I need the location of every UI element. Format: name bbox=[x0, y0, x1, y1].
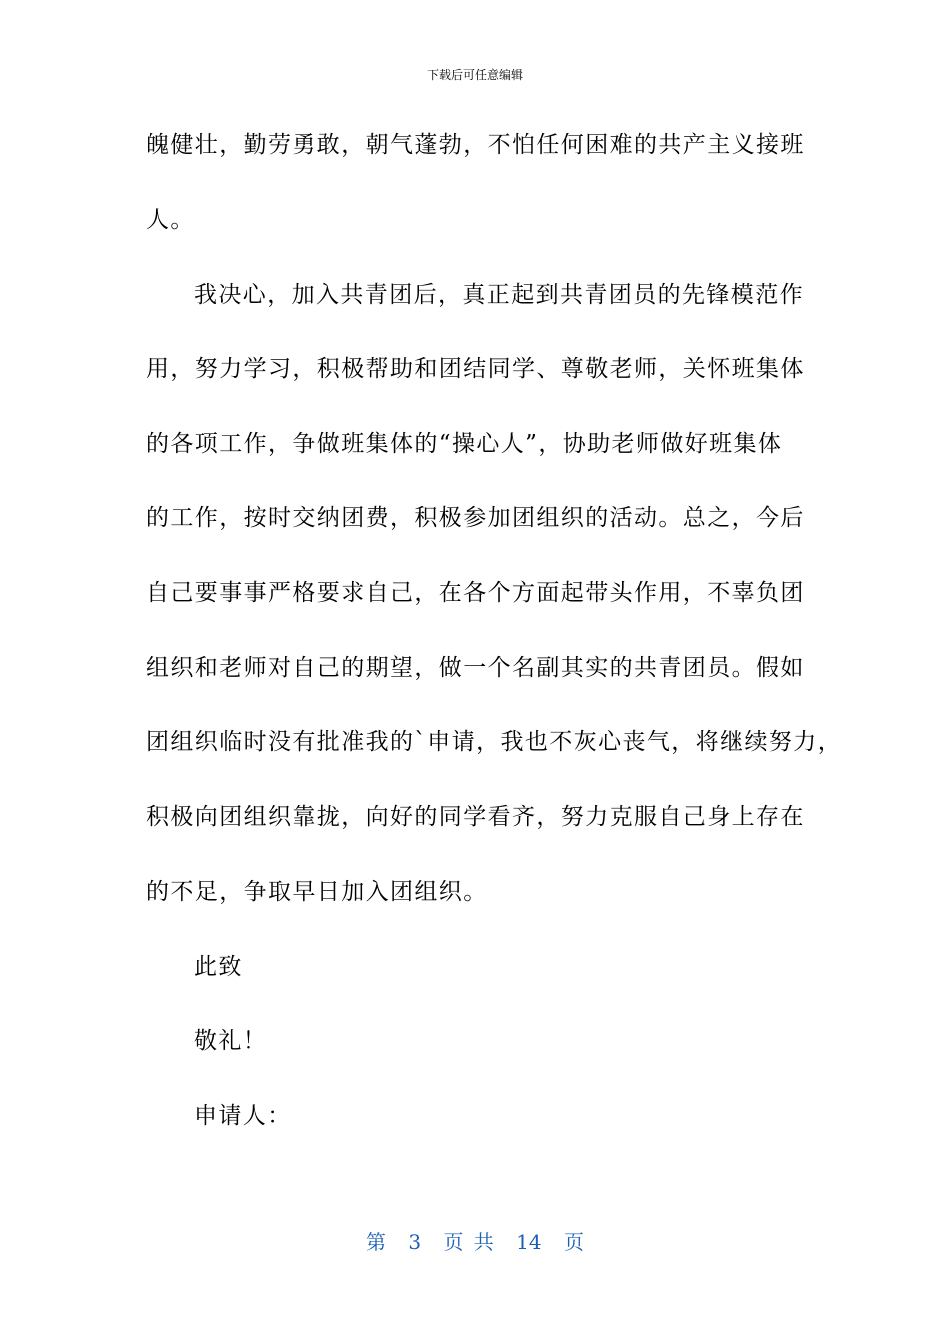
closing-salutation: 此致 bbox=[194, 954, 243, 980]
footer-current-page: 3 bbox=[408, 1230, 422, 1254]
body-line: 积极向团组织靠拢，向好的同学看齐，努力克服自己身上存在 bbox=[146, 804, 805, 830]
applicant-label: 申请人： bbox=[194, 1103, 292, 1129]
body-line: 自己要事事严格要求自己，在各个方面起带头作用，不辜负团 bbox=[146, 580, 805, 606]
body-line: 我决心，加入共青团后，真正起到共青团员的先锋模范作 bbox=[194, 282, 804, 308]
page-footer bbox=[0, 1226, 950, 1255]
footer-prefix: 第 bbox=[366, 1230, 386, 1254]
body-line: 的工作，按时交纳团费，积极参加团组织的活动。总之，今后 bbox=[146, 505, 805, 531]
body-line: 用，努力学习，积极帮助和团结同学、尊敬老师，关怀班集体 bbox=[146, 356, 805, 382]
body-line: 的各项工作，争做班集体的“操心人”，协助老师做好班集体 bbox=[146, 431, 783, 457]
body-line: 组织和老师对自己的期望，做一个名副其实的共青团员。假如 bbox=[146, 655, 805, 681]
body-line: 人。 bbox=[146, 207, 195, 233]
closing-regards: 敬礼！ bbox=[194, 1028, 268, 1054]
header-note: 下载后可任意编辑 bbox=[426, 68, 523, 82]
body-line: 的不足，争取早日加入团组织。 bbox=[146, 879, 488, 905]
body-line: 魄健壮，勤劳勇敢，朝气蓬勃，不怕任何困难的共产主义接班 bbox=[146, 132, 805, 158]
body-line: 团组织临时没有批准我的`申请，我也不灰心丧气，将继续努力， bbox=[146, 729, 843, 755]
footer-middle: 页 共 bbox=[443, 1230, 494, 1254]
footer-total-pages: 14 bbox=[516, 1230, 542, 1254]
footer-suffix: 页 bbox=[563, 1230, 584, 1254]
